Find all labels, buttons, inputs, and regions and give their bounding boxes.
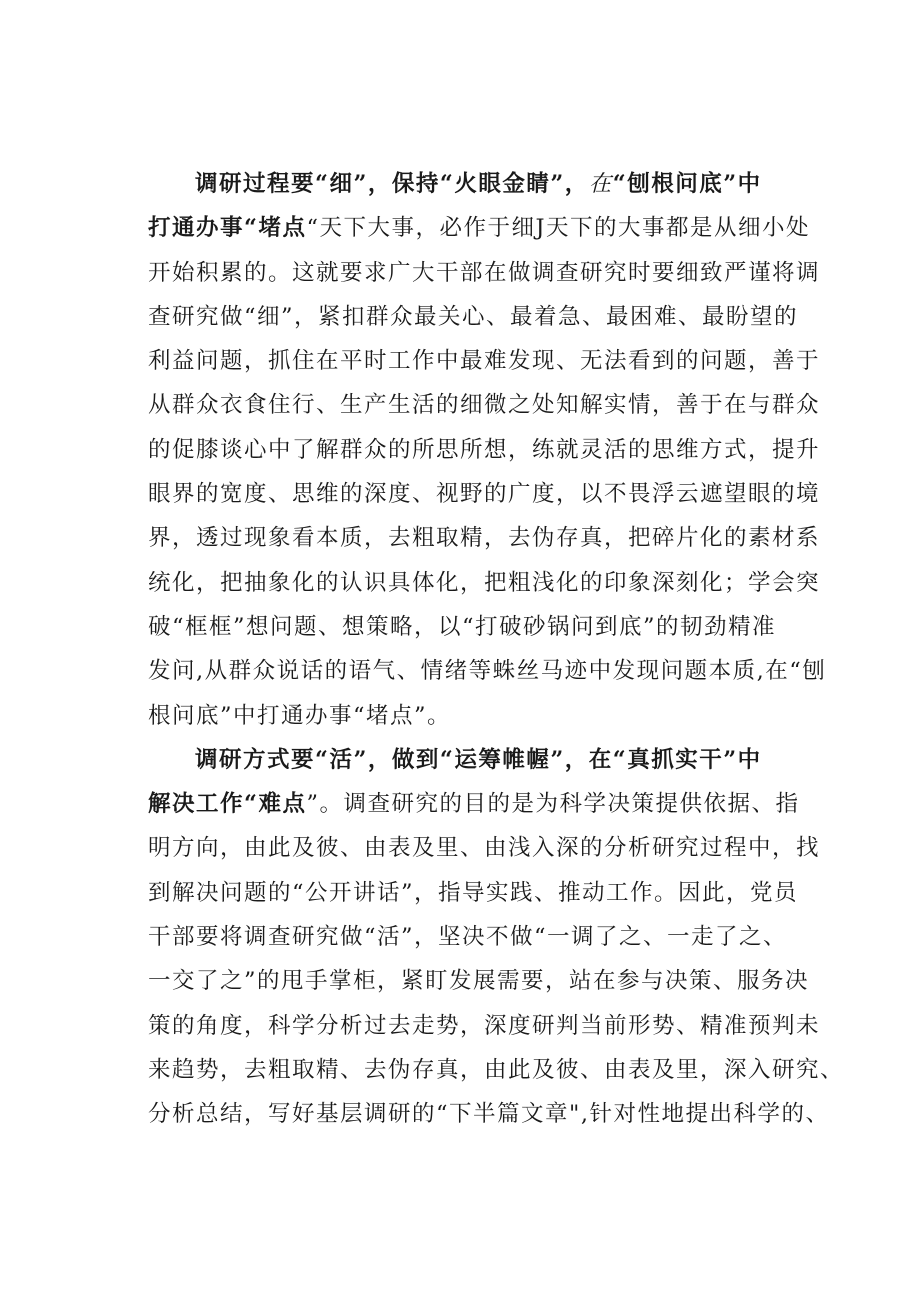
paragraph-2-line-8: 来趋势，去粗取精、去伪存真，由此及彼、由表及里，深入研究、	[148, 1056, 845, 1083]
paragraph-1-line-1	[148, 162, 808, 206]
heading-text-1c: 打通办事“堵点	[148, 215, 307, 242]
paragraph-1-line-9: 界，透过现象看本质，去粗取精，去伪存真，把碎片化的素材系	[148, 525, 821, 552]
paragraph-1-line-10: 统化，把抽象化的认识具体化，把粗浅化的印象深刻化；学会突	[148, 569, 821, 596]
body-text: “天下大事，必作于细J天下的大事都是从细小处	[306, 215, 810, 242]
heading-text-1a: 调研过程要“细”，保持“火眼金睛”，	[195, 171, 589, 197]
paragraph-1-line-8: 眼界的宽度、思维的深度、视野的广度，以不畏浮云遮望眼的境	[148, 481, 821, 508]
paragraph-2-line-4: 到解决问题的“公开讲话”，指导实践、推动工作。因此，党员	[148, 879, 799, 906]
paragraph-2-line-6: 一交了之”的甩手掌柜，紧盯发展需要，站在参与决策、服务决	[148, 968, 810, 995]
paragraph-2-line-5: 干部要将调查研究做“活”，坚决不做“一调了之、一走了之、	[148, 924, 788, 951]
heading-text-2: 解决工作“难点	[148, 791, 307, 818]
paragraph-1-line-7: 的促膝谈心中了解群众的所思所想，练就灵活的思维方式，提升	[148, 436, 821, 463]
heading-text-1-italic: 在	[588, 171, 613, 197]
paragraph-1	[148, 162, 827, 738]
paragraph-1-line-5: 利益问题，抓住在平时工作中最难发现、无法看到的问题，善于	[148, 348, 821, 375]
paragraph-1-line-13: 根问底”中打通办事“堵点”。	[148, 702, 452, 729]
document-page	[148, 162, 845, 1137]
body-text: ”。调查研究的目的是为科学决策提供依据、指	[306, 791, 800, 818]
paragraph-2-line-9: 分析总结，写好基层调研的“下半篇文章",针对性地提出科学的、	[148, 1101, 830, 1128]
paragraph-1-line-11: 破“框框”想问题、想策略，以“打破砂锅问到底”的韧劲精准	[148, 613, 777, 640]
paragraph-1-line-2	[148, 206, 808, 250]
heading-text-1b: “刨根问底”中	[612, 171, 762, 197]
paragraph-1-line-3: 开始积累的。这就要求广大干部在做调查研究时要细致严谨将调	[148, 259, 821, 286]
paragraph-2-line-3: 明方向，由此及彼、由表及里、由浅入深的分析研究过程中，找	[148, 835, 821, 862]
paragraph-2-line-7: 策的角度，科学分析过去走势，深度研判当前形势、精准预判未	[148, 1012, 821, 1039]
paragraph-2-line-1: 调研方式要“活”，做到“运筹帷幄”，在“真抓实干”中	[195, 746, 762, 773]
paragraph-1-line-12: 发问,从群众说话的语气、情绪等蛛丝马迹中发现问题本质,在“刨	[148, 658, 827, 685]
paragraph-1-line-6: 从群众衣食住行、生产生活的细微之处知解实情，善于在与群众	[148, 392, 821, 419]
paragraph-2	[148, 738, 845, 1137]
paragraph-2-line-2	[148, 782, 808, 826]
paragraph-1-line-4: 查研究做“细”，紧扣群众最关心、最着急、最困难、最盼望的	[148, 303, 799, 330]
